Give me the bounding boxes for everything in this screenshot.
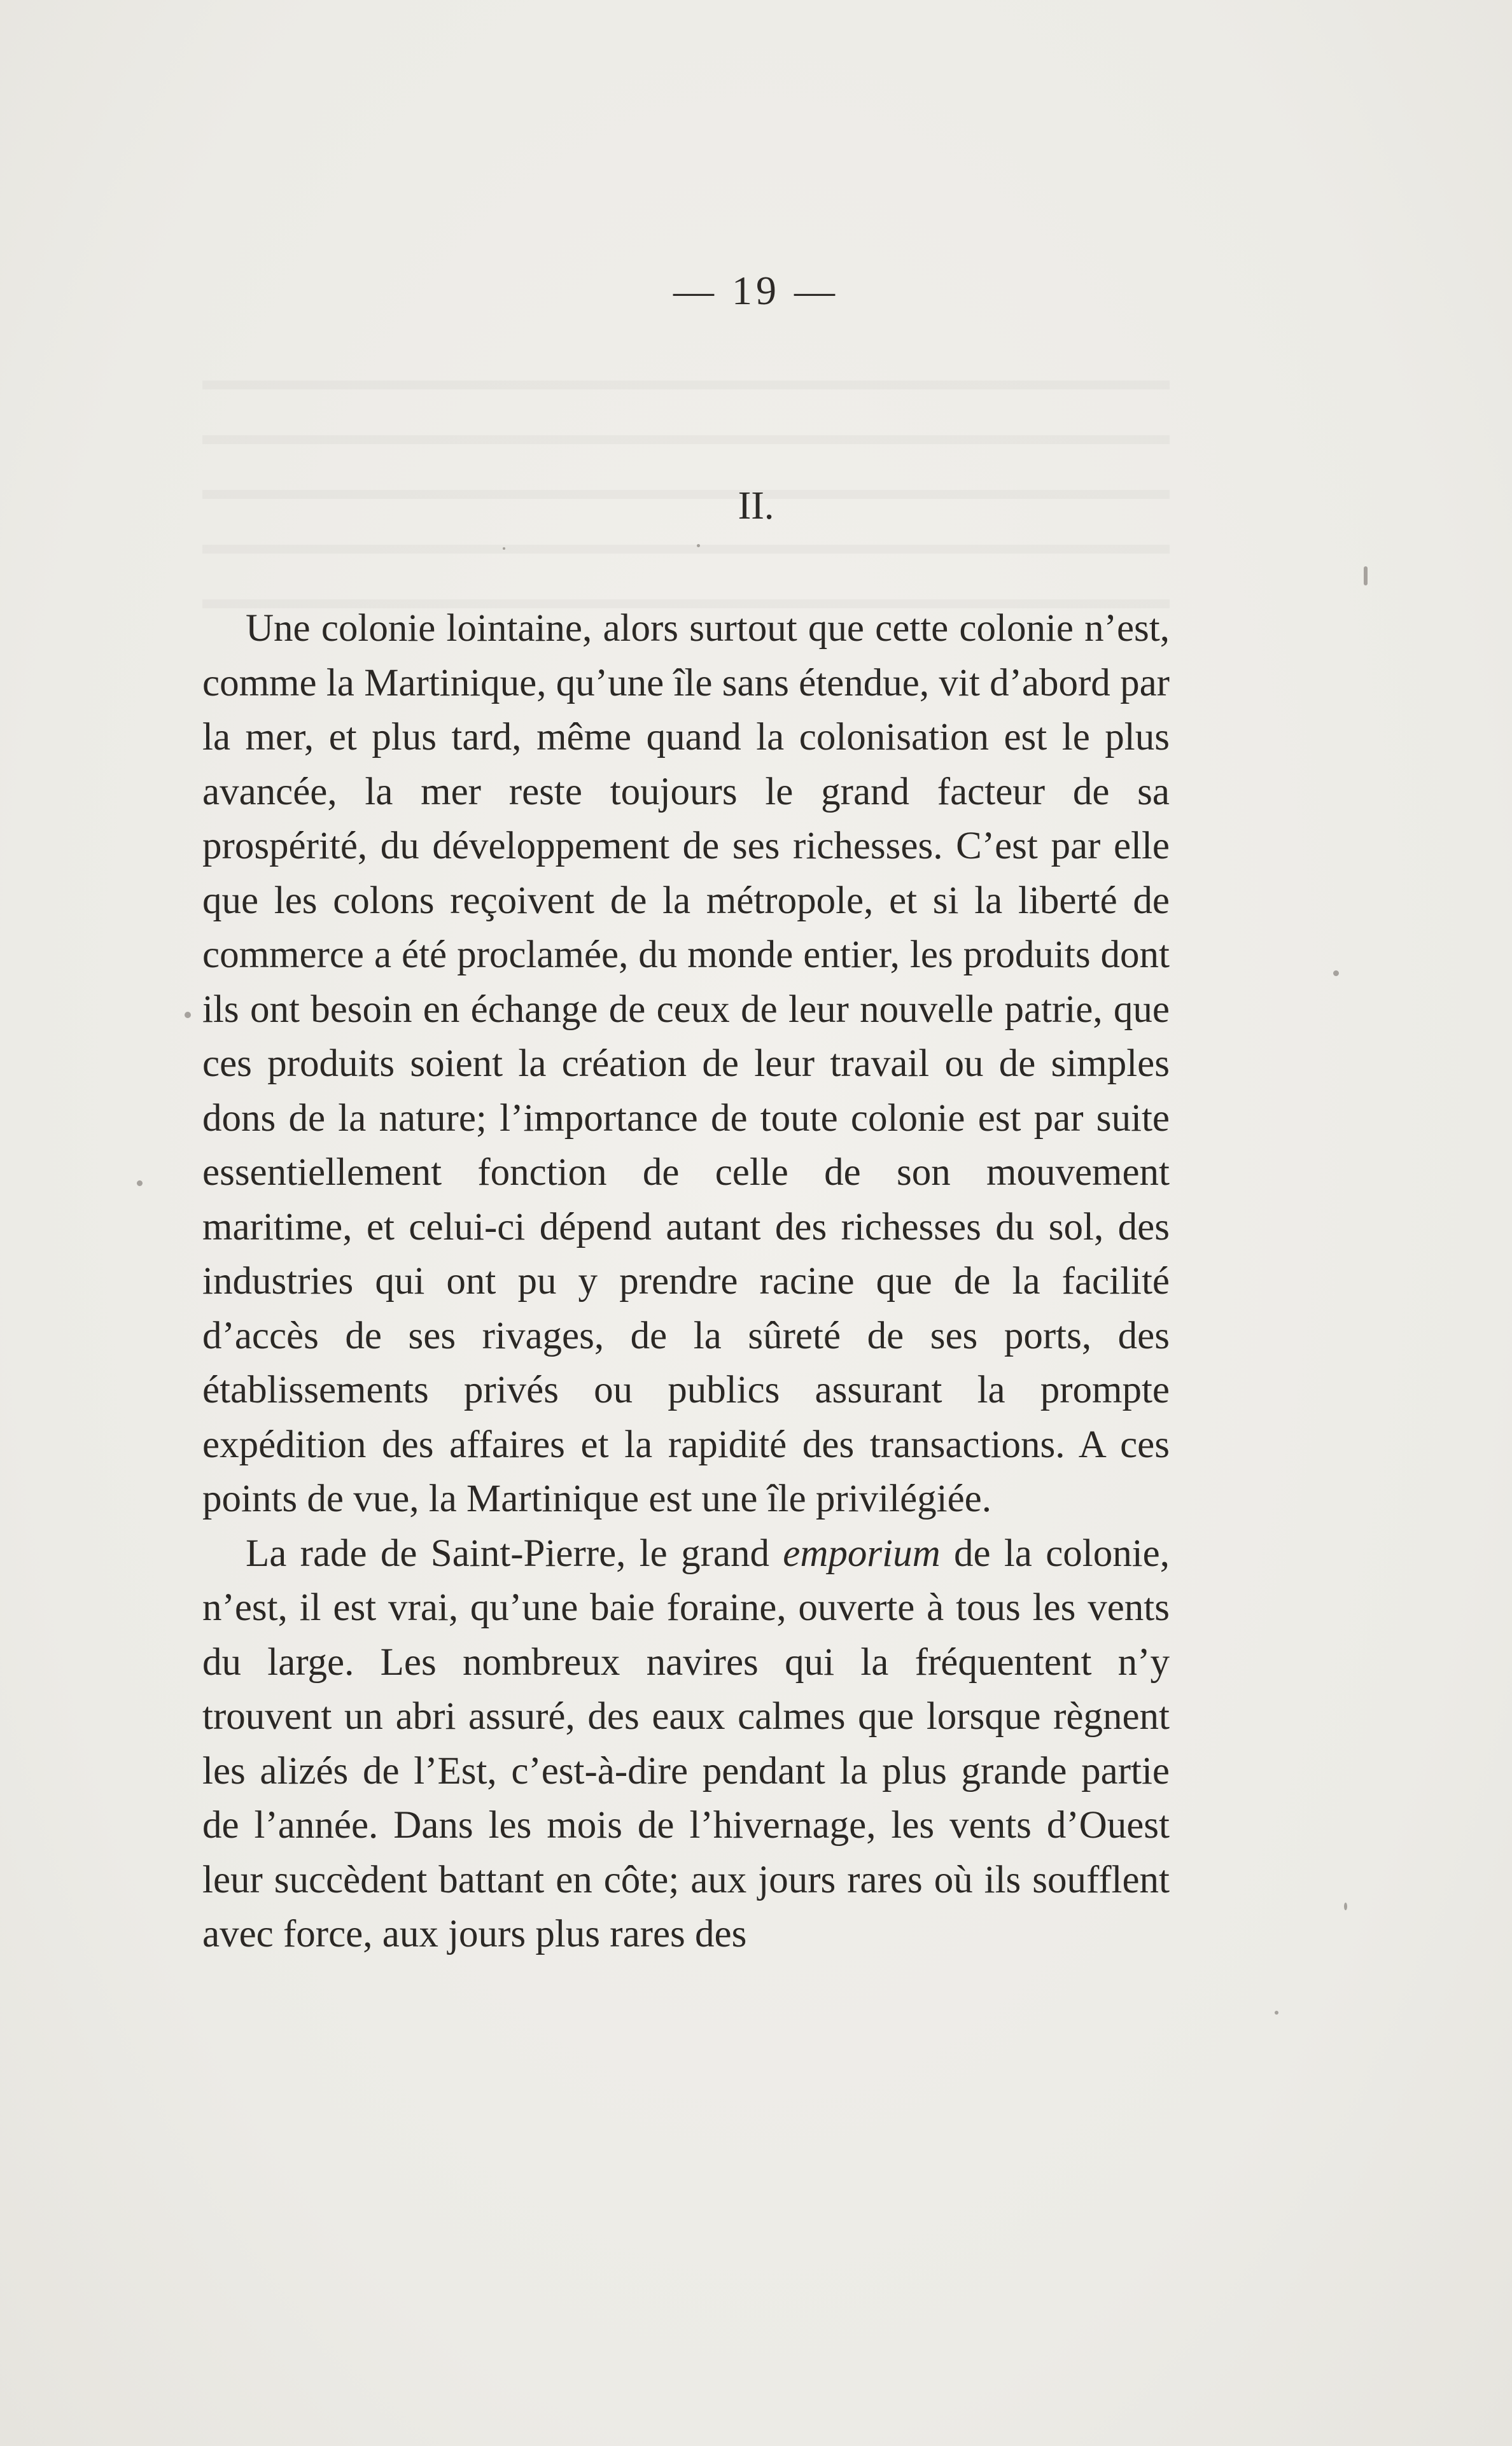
- paragraph-2-text-end: de la colonie, n’est, il est vrai, qu’une baie foraine, ouverte à tous les vents du large. Les nombreux navires qui la fréquentent n’y trouvent un abri assuré, des eaux calmes que lorsque règnent les alizés de l’Est, c’est-à-dire pendant la plus grande partie de l’année. Dans les mois de l’hivernage, les vents d’Ouest leur succèdent battant en côte; aux jours rares où ils soufflent avec force, aux jours plus rares des: [202, 1532, 1170, 1955]
- paragraph-1: [202, 601, 1170, 1527]
- paper-speck: [1364, 566, 1368, 585]
- page-number: — 19 —: [673, 268, 839, 313]
- show-through-texture: [202, 344, 1170, 611]
- paragraph-2: [202, 1527, 1170, 1962]
- paper-speck: [1344, 1903, 1347, 1910]
- paper-speck: [1275, 2011, 1278, 2015]
- body-text: [202, 601, 1170, 1962]
- paper-speck: [137, 1180, 143, 1186]
- paragraph-2-italic-term: emporium: [783, 1532, 941, 1575]
- section-heading: II.: [738, 484, 774, 528]
- paper-speck: [185, 1012, 191, 1018]
- paper-speck: [1333, 970, 1339, 976]
- paper-speck: [503, 547, 505, 550]
- paper-speck: [697, 544, 700, 547]
- paragraph-2-text-start: La rade de Saint-Pierre, le grand: [246, 1532, 783, 1575]
- paragraph-1-text: Une colonie lointaine, alors surtout que cette colonie n’est, comme la Martinique, qu’une île sans étendue, vit d’abord par la mer, et plus tard, même quand la colonisation est le plus avancée, la mer reste toujours le grand facteur de sa prospérité, du développement de ses richesses. C’est par elle que les colons reçoivent de la métropole, et si la liberté de commerce a été proclamée, du monde entier, les produits dont ils ont besoin en échange de ceux de leur nouvelle patrie, que ces produits soient la création de leur travail ou de simples dons de la nature; l’importance de toute colonie est par suite essentiellement fonction de celle de son mouvement maritime, et celui-ci dépend autant des richesses du sol, des industries qui ont pu y prendre racine que de la facilité d’accès de ses rivages, de la sûreté de ses ports, des établissements privés ou publics assurant la prompte expédition des affaires et la rapidité des transactions. A ces points de vue, la Martinique est une île privilégiée.: [202, 607, 1170, 1520]
